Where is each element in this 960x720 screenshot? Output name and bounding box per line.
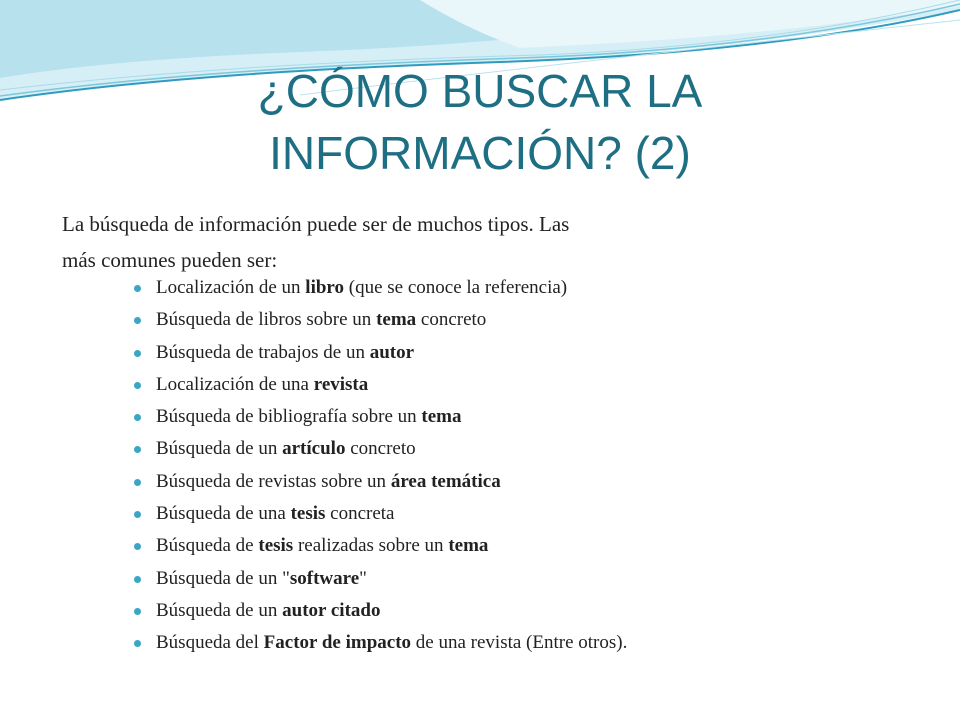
list-item: Localización de un libro (que se conoce la referencia) bbox=[134, 272, 914, 304]
bullet-icon bbox=[134, 382, 141, 389]
bullet-icon bbox=[134, 317, 141, 324]
title-line-1: ¿CÓMO BUSCAR LA bbox=[257, 65, 703, 117]
list-item: Búsqueda de un "software" bbox=[134, 563, 914, 595]
slide-title bbox=[150, 60, 810, 184]
bullet-icon bbox=[134, 479, 141, 486]
list-item: Búsqueda de revistas sobre un área temática bbox=[134, 466, 914, 498]
list-item: Búsqueda de tesis realizadas sobre un tema bbox=[134, 530, 914, 562]
bullet-icon bbox=[134, 285, 141, 292]
list-item: Búsqueda de un artículo concreto bbox=[134, 433, 914, 465]
bullet-icon bbox=[134, 511, 141, 518]
intro-paragraph bbox=[62, 206, 822, 278]
title-line-2: INFORMACIÓN? (2) bbox=[269, 127, 691, 179]
list-item: Búsqueda de una tesis concreta bbox=[134, 498, 914, 530]
intro-line-2: más comunes pueden ser: bbox=[62, 248, 278, 272]
bullet-icon bbox=[134, 543, 141, 550]
list-item: Búsqueda del Factor de impacto de una revista (Entre otros). bbox=[134, 627, 914, 659]
list-item: Búsqueda de un autor citado bbox=[134, 595, 914, 627]
bullet-icon bbox=[134, 446, 141, 453]
list-item: Búsqueda de libros sobre un tema concreto bbox=[134, 304, 914, 336]
bullet-list bbox=[134, 272, 914, 660]
bullet-icon bbox=[134, 608, 141, 615]
bullet-icon bbox=[134, 576, 141, 583]
list-item: Búsqueda de bibliografía sobre un tema bbox=[134, 401, 914, 433]
bullet-icon bbox=[134, 350, 141, 357]
list-item: Búsqueda de trabajos de un autor bbox=[134, 337, 914, 369]
bullet-icon bbox=[134, 640, 141, 647]
bullet-icon bbox=[134, 414, 141, 421]
intro-line-1: La búsqueda de información puede ser de muchos tipos. Las bbox=[62, 212, 570, 236]
list-item: Localización de una revista bbox=[134, 369, 914, 401]
